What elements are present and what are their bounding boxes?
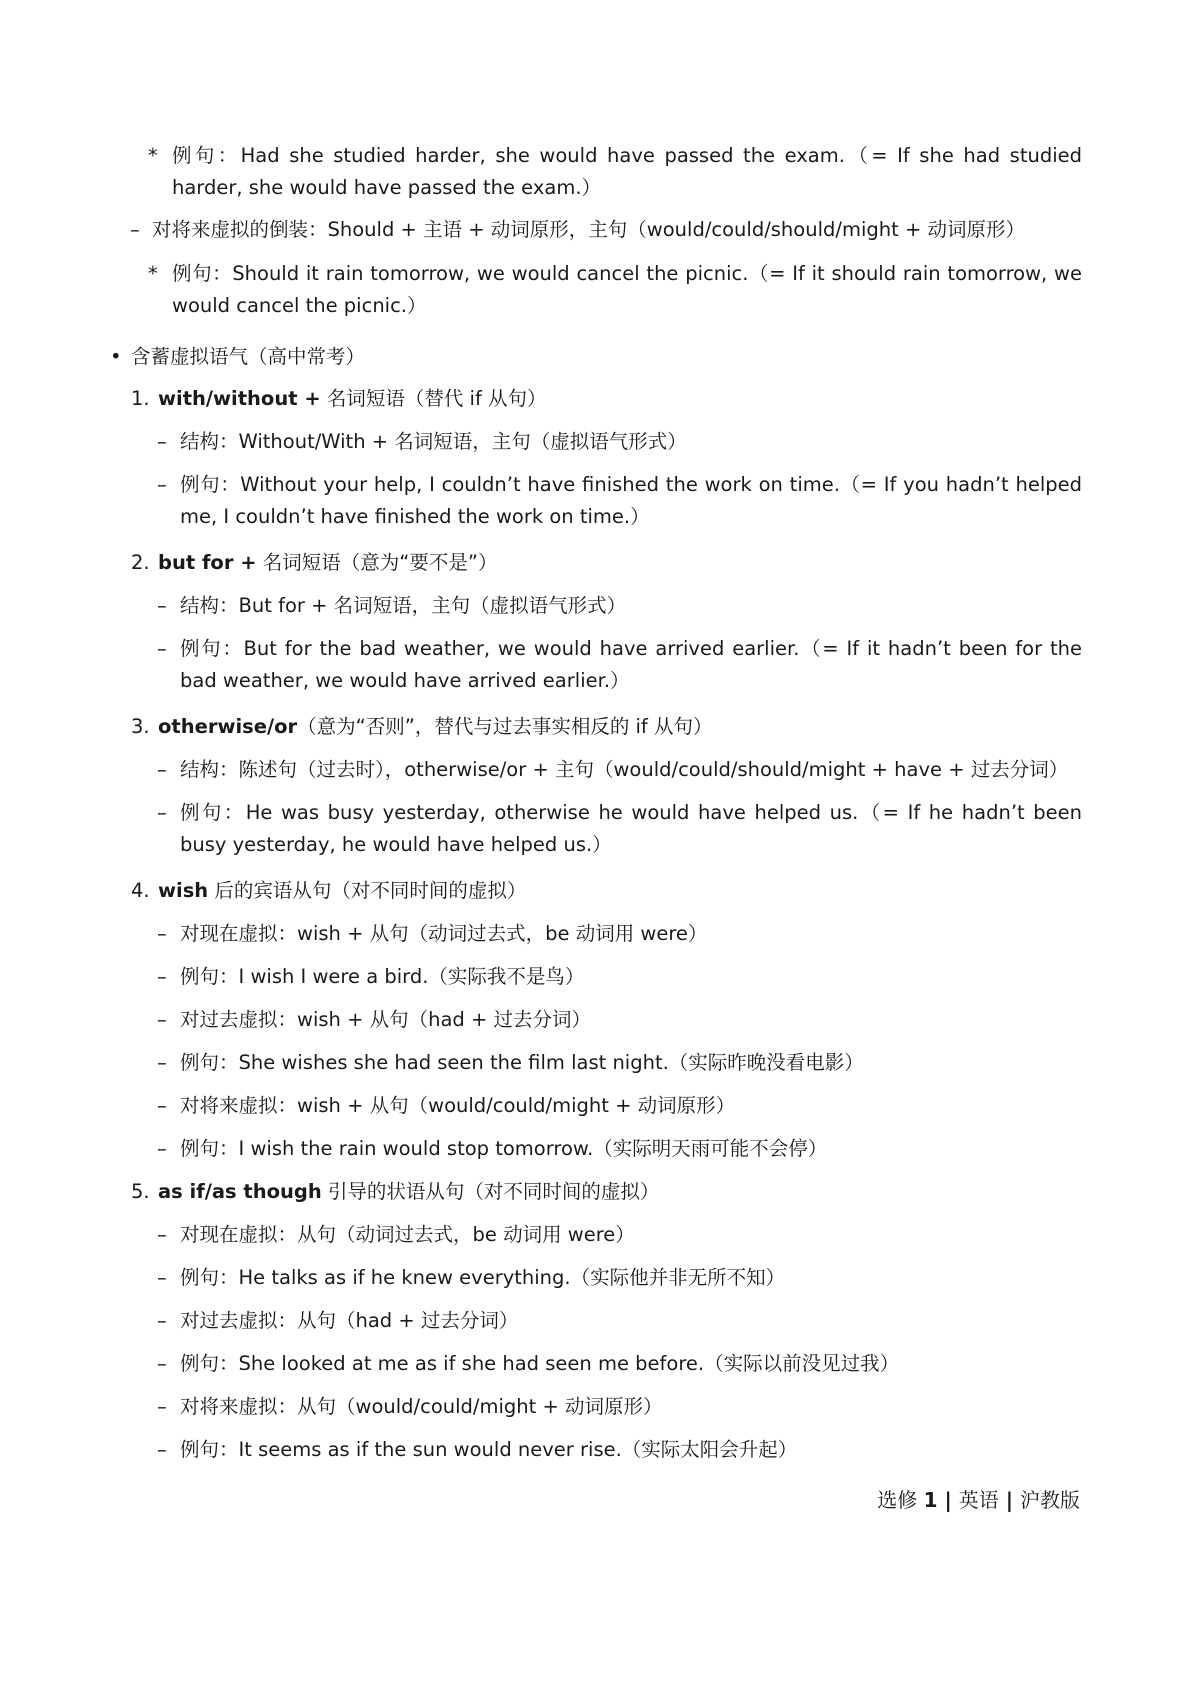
list-number: 3. (131, 715, 150, 738)
item-3-structure: 结构：陈述句（过去时），otherwise/or + 主句（would/could/should/might + have + 过去分词） (180, 758, 1069, 781)
item-4-future-example: 例句：I wish the rain would stop tomorrow.（实际明天雨可能不会停） (180, 1137, 828, 1160)
list-marker: – (157, 1223, 167, 1246)
heading-keyword: wish (158, 879, 209, 902)
item-1-example: 例句：Without your help, I couldn’t have finished the work on time.（= If you hadn’t helped me, I couldn’t have finished the work on time.） (180, 473, 1082, 528)
page-footer (877, 1484, 1080, 1516)
list-number: 4. (131, 879, 150, 902)
footer-subject: 英语 (958, 1488, 999, 1512)
footer-prefix: 选修 (877, 1488, 924, 1512)
item-1-heading (158, 383, 547, 415)
heading-description: 名词短语（替代 if 从句） (320, 387, 547, 410)
list-marker: – (157, 637, 167, 660)
bullet-marker: • (110, 345, 122, 368)
heading-keyword: otherwise/or (158, 715, 298, 738)
list-number: 5. (131, 1180, 150, 1203)
list-marker: – (157, 1352, 167, 1375)
item-4-past-example: 例句：She wishes she had seen the film last night.（实际昨晚没看电影） (180, 1051, 864, 1074)
list-marker: – (157, 758, 167, 781)
item-5-present-example: 例句：He talks as if he knew everything.（实际他并非无所不知） (180, 1266, 786, 1289)
list-marker: – (157, 594, 167, 617)
list-marker: – (157, 922, 167, 945)
item-2-structure: 结构：But for + 名词短语，主句（虚拟语气形式） (180, 594, 627, 617)
item-4-past: 对过去虚拟：wish + 从句（had + 过去分词） (180, 1008, 592, 1031)
item-5-past-example: 例句：She looked at me as if she had seen me before.（实际以前没见过我） (180, 1352, 900, 1375)
list-marker: – (157, 965, 167, 988)
heading-description: 后的宾语从句（对不同时间的虚拟） (208, 879, 527, 902)
list-marker: * (148, 144, 158, 167)
item-2-heading (158, 547, 497, 579)
example-had-she-studied: 例句：Had she studied harder, she would have passed the exam.（= If she had studied harder, she would have passed the exam.） (172, 144, 1082, 199)
item-4-future: 对将来虚拟：wish + 从句（would/could/might + 动词原形） (180, 1094, 736, 1117)
item-1-structure: 结构：Without/With + 名词短语，主句（虚拟语气形式） (180, 430, 687, 453)
item-5-past: 对过去虚拟：从句（had + 过去分词） (180, 1309, 519, 1332)
item-4-present: 对现在虚拟：wish + 从句（动词过去式，be 动词用 were） (180, 922, 708, 945)
list-marker: – (157, 1309, 167, 1332)
item-5-future: 对将来虚拟：从句（would/could/might + 动词原形） (180, 1395, 663, 1418)
implied-subjunctive-heading: 含蓄虚拟语气（高中常考） (131, 345, 366, 368)
item-5-heading (158, 1176, 659, 1208)
list-number: 1. (131, 387, 150, 410)
example-should-it-rain: 例句：Should it rain tomorrow, we would cancel the picnic.（= If it should rain tomorrow, we would cancel the picnic.） (172, 262, 1082, 317)
heading-keyword: but for + (158, 551, 257, 574)
list-marker: – (157, 430, 167, 453)
item-4-present-example: 例句：I wish I were a bird.（实际我不是鸟） (180, 965, 585, 988)
list-marker: – (157, 1395, 167, 1418)
list-marker: – (157, 801, 167, 824)
footer-separator: | (998, 1488, 1020, 1512)
list-marker: – (157, 1266, 167, 1289)
footer-separator: | (937, 1488, 959, 1512)
list-number: 2. (131, 551, 150, 574)
footer-edition: 沪教版 (1020, 1488, 1080, 1512)
item-3-heading (158, 711, 713, 743)
list-marker: – (157, 1438, 167, 1461)
item-5-future-example: 例句：It seems as if the sun would never rise.（实际太阳会升起） (180, 1438, 798, 1461)
heading-description: 名词短语（意为“要不是”） (256, 551, 498, 574)
list-marker: – (157, 473, 167, 496)
item-5-present: 对现在虚拟：从句（动词过去式，be 动词用 were） (180, 1223, 635, 1246)
list-marker: – (157, 1008, 167, 1031)
item-4-heading (158, 875, 526, 907)
list-marker: – (157, 1137, 167, 1160)
list-marker: – (157, 1051, 167, 1074)
item-2-example: 例句：But for the bad weather, we would have arrived earlier.（= If it hadn’t been for the bad weather, we would have arrived earlier.） (180, 637, 1082, 692)
item-3-example: 例句：He was busy yesterday, otherwise he would have helped us.（= If he hadn’t been busy yesterday, he would have helped us.） (180, 801, 1082, 856)
heading-description: （意为“否则”，替代与过去事实相反的 if 从句） (297, 715, 713, 738)
list-marker: * (148, 262, 158, 285)
list-marker: – (130, 218, 140, 241)
future-inversion-rule: 对将来虚拟的倒装：Should + 主语 + 动词原形，主句（would/could/should/might + 动词原形） (152, 218, 1025, 241)
footer-number: 1 (923, 1488, 938, 1512)
heading-keyword: as if/as though (158, 1180, 322, 1203)
heading-description: 引导的状语从句（对不同时间的虚拟） (321, 1180, 660, 1203)
list-marker: – (157, 1094, 167, 1117)
heading-keyword: with/without + (158, 387, 321, 410)
